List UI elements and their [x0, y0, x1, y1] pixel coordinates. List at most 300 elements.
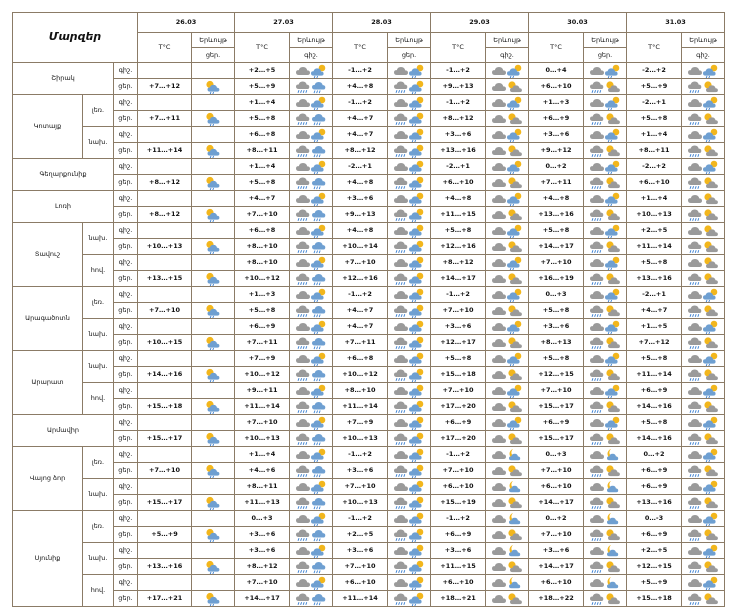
period-label: ցեր. — [114, 79, 138, 95]
period-label: ցեր. — [114, 463, 138, 479]
temperature-cell: -2…+1 — [333, 159, 388, 175]
weather-icon-cell — [682, 143, 725, 159]
weather-icon-cell — [682, 399, 725, 415]
temperature-cell: +8…+11 — [235, 479, 290, 495]
cloud-sun-icon — [507, 256, 523, 270]
cloud-icon — [491, 112, 507, 126]
table-row — [13, 303, 725, 319]
rain-icon — [589, 432, 605, 446]
weather-icon-cell — [584, 575, 627, 591]
temperature-cell: +3…+6 — [333, 543, 388, 559]
sun-cloud-icon — [605, 560, 621, 574]
region-name: Վայոց ձոր — [13, 447, 83, 511]
cloud-sun-icon — [507, 160, 523, 174]
weather-icon-cell — [584, 239, 627, 255]
cloud-sun-icon — [605, 384, 621, 398]
temperature-cell: +11…+15 — [431, 559, 486, 575]
cloud-icon — [491, 128, 507, 142]
rain-icon — [295, 528, 311, 542]
cloud-icon — [491, 448, 507, 462]
temperature-cell: +3…+6 — [235, 543, 290, 559]
cloud-icon — [491, 160, 507, 174]
weather-icon-cell — [388, 255, 431, 271]
cloud-icon — [295, 96, 311, 110]
rain-icon — [393, 272, 409, 286]
sun-cloud-icon — [605, 240, 621, 254]
temperature-cell: +13…+15 — [138, 271, 192, 287]
cloud-sun-icon — [703, 128, 719, 142]
weather-icon-cell — [388, 399, 431, 415]
cloud-icon — [687, 128, 703, 142]
weather-icon-cell — [192, 335, 235, 351]
rain-icon — [687, 368, 703, 382]
temperature-cell: 0…+3 — [529, 287, 584, 303]
cloud-icon — [491, 144, 507, 158]
sun-cloud-icon — [507, 208, 523, 222]
weather-icon-cell — [682, 367, 725, 383]
cloud-icon — [687, 160, 703, 174]
temperature-cell: +6…+9 — [627, 463, 682, 479]
temperature-cell — [138, 191, 192, 207]
weather-icon-cell — [584, 159, 627, 175]
period-label: գիշ. — [114, 223, 138, 239]
temperature-cell: +14…+17 — [529, 239, 584, 255]
cloud-icon — [491, 384, 507, 398]
sun-cloud-icon — [507, 464, 523, 478]
sun-cloud-icon — [605, 400, 621, 414]
cloud-icon — [295, 480, 311, 494]
weather-icon-cell — [584, 319, 627, 335]
weather-icon-cell — [486, 367, 529, 383]
temperature-cell: +12…+15 — [627, 559, 682, 575]
temperature-cell: +11…+15 — [431, 207, 486, 223]
weather-icon-cell — [192, 127, 235, 143]
weather-icon-cell — [584, 335, 627, 351]
date-header-2: 27.03 — [235, 13, 333, 33]
temperature-cell: +6…+9 — [627, 479, 682, 495]
region-subzone: լեռ. — [83, 95, 114, 127]
cloud-icon — [589, 512, 605, 526]
temperature-cell: +13…+16 — [431, 143, 486, 159]
temperature-cell — [138, 543, 192, 559]
sun-cloud-rain-icon — [205, 112, 221, 126]
cloud-sun-icon — [409, 112, 425, 126]
rain-cloud-icon — [311, 80, 327, 94]
weather-icon-cell — [192, 543, 235, 559]
sun-cloud-icon — [605, 80, 621, 94]
weather-icon-cell — [584, 111, 627, 127]
cloud-sun-icon — [605, 288, 621, 302]
region-name: Գեղարքունիք — [13, 159, 114, 191]
cloud-sun-icon — [409, 432, 425, 446]
weather-icon-cell — [486, 303, 529, 319]
temperature-cell: +2…+5 — [627, 223, 682, 239]
rain-icon — [687, 304, 703, 318]
temperature-cell — [138, 383, 192, 399]
cloud-icon — [491, 352, 507, 366]
weather-icon-cell — [290, 303, 333, 319]
temperature-cell: +6…+9 — [627, 527, 682, 543]
rain-cloud-icon — [311, 560, 327, 574]
rain-icon — [687, 240, 703, 254]
weather-icon-cell — [290, 271, 333, 287]
table-row — [13, 591, 725, 607]
date-header-5: 30.03 — [529, 13, 627, 33]
period-label: ցեր. — [114, 527, 138, 543]
weather-icon-cell — [192, 319, 235, 335]
region-subzone: նախ. — [83, 479, 114, 511]
temp-header: T°C — [235, 33, 290, 63]
cloud-icon — [491, 256, 507, 270]
cloud-icon — [393, 288, 409, 302]
cloud-sun-icon — [311, 192, 327, 206]
temperature-cell: +6…+10 — [627, 175, 682, 191]
weather-icon-cell — [192, 447, 235, 463]
cloud-sun-icon — [311, 224, 327, 238]
cloud-icon — [491, 496, 507, 510]
rain-icon — [687, 592, 703, 606]
temperature-cell: +7…+9 — [235, 351, 290, 367]
moon-cloud-icon — [507, 480, 523, 494]
rain-icon — [589, 368, 605, 382]
sun-cloud-icon — [703, 144, 719, 158]
period-label: ցեր. — [114, 175, 138, 191]
rain-cloud-icon — [311, 240, 327, 254]
table-row — [13, 191, 725, 207]
temperature-cell: +8…+12 — [138, 175, 192, 191]
cloud-sun-icon — [605, 416, 621, 430]
cloud-sun-icon — [409, 96, 425, 110]
table-row — [13, 63, 725, 79]
cloud-icon — [393, 224, 409, 238]
cloud-sun-icon — [311, 352, 327, 366]
temperature-cell: +1…+4 — [235, 447, 290, 463]
temperature-cell: +4…+7 — [333, 111, 388, 127]
cloud-icon — [589, 480, 605, 494]
day-header: ցեր. — [388, 48, 431, 63]
cloud-sun-icon — [409, 576, 425, 590]
region-subzone: նախ. — [83, 127, 114, 159]
temp-header: T°C — [529, 33, 584, 63]
weather-icon-cell — [192, 79, 235, 95]
temperature-cell — [138, 575, 192, 591]
weather-icon-cell — [486, 559, 529, 575]
temperature-cell: +10…+13 — [627, 207, 682, 223]
temperature-cell: +5…+9 — [627, 575, 682, 591]
temperature-cell: +6…+10 — [529, 479, 584, 495]
region-subzone: հով. — [83, 255, 114, 287]
rain-icon — [393, 112, 409, 126]
cloud-sun-icon — [409, 464, 425, 478]
region-name: Կոտայք — [13, 95, 83, 159]
period-label: ցեր. — [114, 367, 138, 383]
temperature-cell: +8…+12 — [333, 143, 388, 159]
temperature-cell: +10…+12 — [235, 271, 290, 287]
cloud-sun-icon — [703, 384, 719, 398]
moon-cloud-icon — [605, 512, 621, 526]
weather-icon-cell — [486, 511, 529, 527]
weather-icon-cell — [290, 431, 333, 447]
temperature-cell: +10…+12 — [333, 367, 388, 383]
table-row — [13, 431, 725, 447]
temperature-cell — [138, 351, 192, 367]
cloud-icon — [687, 224, 703, 238]
weather-icon-cell — [290, 207, 333, 223]
temperature-cell — [138, 127, 192, 143]
weather-icon-cell — [192, 575, 235, 591]
temperature-cell — [138, 95, 192, 111]
weather-icon-cell — [682, 447, 725, 463]
weather-icon-cell — [584, 511, 627, 527]
temperature-cell: +3…+6 — [431, 319, 486, 335]
phenomenon-header: Երևույթ — [682, 33, 725, 48]
weather-icon-cell — [192, 431, 235, 447]
period-label: ցեր. — [114, 399, 138, 415]
sun-cloud-icon — [507, 112, 523, 126]
temperature-cell: +15…+18 — [431, 367, 486, 383]
table-row — [13, 255, 725, 271]
phenomenon-header: Երևույթ — [584, 33, 627, 48]
temperature-cell: +9…+13 — [431, 79, 486, 95]
cloud-sun-icon — [409, 400, 425, 414]
temperature-cell: +5…+8 — [529, 303, 584, 319]
temperature-cell: +17…+21 — [138, 591, 192, 607]
cloud-sun-icon — [311, 256, 327, 270]
temperature-cell: +1…+3 — [235, 287, 290, 303]
weather-icon-cell — [584, 271, 627, 287]
period-label: ցեր. — [114, 239, 138, 255]
weather-icon-cell — [584, 95, 627, 111]
weather-icon-cell — [388, 191, 431, 207]
sun-cloud-rain-icon — [205, 240, 221, 254]
cloud-sun-icon — [703, 288, 719, 302]
temperature-cell: +12…+17 — [431, 335, 486, 351]
sun-cloud-rain-icon — [205, 304, 221, 318]
weather-icon-cell — [388, 591, 431, 607]
cloud-icon — [491, 464, 507, 478]
region-name: Սյունիք — [13, 511, 83, 607]
period-label: ցեր. — [114, 591, 138, 607]
table-row — [13, 79, 725, 95]
temperature-cell: +8…+12 — [431, 111, 486, 127]
weather-icon-cell — [192, 527, 235, 543]
weather-icon-cell — [486, 239, 529, 255]
weather-icon-cell — [388, 383, 431, 399]
temperature-cell: +4…+7 — [333, 303, 388, 319]
temperature-cell: +3…+6 — [529, 543, 584, 559]
temperature-cell: +4…+7 — [333, 319, 388, 335]
sun-cloud-icon — [507, 528, 523, 542]
cloud-icon — [687, 544, 703, 558]
table-row — [13, 127, 725, 143]
weather-icon-cell — [682, 271, 725, 287]
cloud-sun-icon — [311, 128, 327, 142]
temperature-cell: +15…+17 — [529, 431, 584, 447]
cloud-icon — [393, 576, 409, 590]
period-label: ցեր. — [114, 303, 138, 319]
weather-icon-cell — [682, 63, 725, 79]
cloud-sun-icon — [409, 336, 425, 350]
sun-cloud-icon — [605, 496, 621, 510]
cloud-icon — [589, 544, 605, 558]
cloud-sun-icon — [409, 288, 425, 302]
rain-cloud-icon — [311, 336, 327, 350]
temperature-cell: +11…+14 — [627, 239, 682, 255]
temperature-cell: +8…+10 — [235, 239, 290, 255]
cloud-sun-icon — [409, 208, 425, 222]
temperature-cell: +15…+19 — [431, 495, 486, 511]
temperature-cell: +7…+9 — [333, 415, 388, 431]
rain-icon — [589, 592, 605, 606]
weather-icon-cell — [192, 303, 235, 319]
region-subzone: նախ. — [83, 223, 114, 255]
weather-icon-cell — [290, 591, 333, 607]
rain-icon — [589, 336, 605, 350]
temperature-cell: +7…+10 — [431, 463, 486, 479]
rain-icon — [295, 112, 311, 126]
table-row — [13, 143, 725, 159]
moon-cloud-icon — [507, 512, 523, 526]
cloud-sun-icon — [409, 512, 425, 526]
weather-icon-cell — [584, 415, 627, 431]
rain-icon — [295, 400, 311, 414]
period-label: ցեր. — [114, 143, 138, 159]
sun-cloud-rain-icon — [205, 368, 221, 382]
region-name: Լոռի — [13, 191, 114, 223]
temperature-cell: 0…+3 — [529, 447, 584, 463]
rain-cloud-icon — [311, 496, 327, 510]
cloud-icon — [393, 448, 409, 462]
weather-icon-cell — [192, 495, 235, 511]
cloud-icon — [295, 512, 311, 526]
cloud-icon — [491, 192, 507, 206]
cloud-icon — [687, 512, 703, 526]
sun-cloud-icon — [703, 528, 719, 542]
sun-cloud-icon — [703, 464, 719, 478]
date-header-3: 28.03 — [333, 13, 431, 33]
cloud-icon — [687, 64, 703, 78]
temperature-cell — [138, 63, 192, 79]
cloud-icon — [393, 512, 409, 526]
temperature-cell: +5…+8 — [627, 415, 682, 431]
rain-icon — [393, 304, 409, 318]
cloud-sun-icon — [311, 448, 327, 462]
cloud-icon — [491, 80, 507, 94]
table-row — [13, 479, 725, 495]
period-label: ցեր. — [114, 207, 138, 223]
sun-cloud-icon — [605, 368, 621, 382]
weather-icon-cell — [192, 287, 235, 303]
cloud-sun-icon — [409, 592, 425, 606]
night-header: գիշ. — [486, 48, 529, 63]
temperature-cell: +8…+11 — [235, 143, 290, 159]
weather-icon-cell — [682, 559, 725, 575]
weather-icon-cell — [290, 191, 333, 207]
sun-cloud-icon — [703, 336, 719, 350]
cloud-icon — [491, 368, 507, 382]
cloud-sun-icon — [703, 64, 719, 78]
sun-cloud-rain-icon — [205, 432, 221, 446]
weather-icon-cell — [290, 511, 333, 527]
temperature-cell: +6…+10 — [529, 79, 584, 95]
cloud-sun-icon — [311, 160, 327, 174]
cloud-sun-icon — [605, 128, 621, 142]
weather-icon-cell — [486, 479, 529, 495]
cloud-sun-icon — [507, 128, 523, 142]
cloud-sun-icon — [311, 320, 327, 334]
cloud-icon — [393, 352, 409, 366]
temperature-cell: -1…+2 — [333, 447, 388, 463]
temperature-cell: +8…+10 — [333, 383, 388, 399]
weather-icon-cell — [388, 479, 431, 495]
cloud-icon — [687, 256, 703, 270]
cloud-sun-icon — [311, 576, 327, 590]
rain-icon — [295, 496, 311, 510]
cloud-sun-icon — [507, 288, 523, 302]
temperature-cell — [138, 447, 192, 463]
weather-icon-cell — [486, 79, 529, 95]
cloud-sun-icon — [409, 448, 425, 462]
cloud-icon — [393, 128, 409, 142]
weather-icon-cell — [192, 223, 235, 239]
cloud-icon — [491, 592, 507, 606]
weather-icon-cell — [682, 335, 725, 351]
weather-icon-cell — [584, 303, 627, 319]
sun-cloud-icon — [507, 496, 523, 510]
cloud-icon — [295, 448, 311, 462]
temperature-cell: 0…+2 — [627, 447, 682, 463]
cloud-icon — [491, 304, 507, 318]
weather-icon-cell — [290, 559, 333, 575]
temperature-cell: +9…+13 — [333, 207, 388, 223]
region-subzone: լեռ. — [83, 447, 114, 479]
weather-icon-cell — [584, 543, 627, 559]
temperature-cell: +6…+8 — [235, 223, 290, 239]
period-label: գիշ. — [114, 575, 138, 591]
cloud-icon — [589, 352, 605, 366]
rain-icon — [295, 368, 311, 382]
temperature-cell — [138, 479, 192, 495]
weather-icon-cell — [388, 303, 431, 319]
temperature-cell: +4…+8 — [333, 175, 388, 191]
temperature-cell: +7…+11 — [138, 111, 192, 127]
sun-cloud-icon — [507, 176, 523, 190]
sun-cloud-icon — [703, 80, 719, 94]
weather-icon-cell — [682, 175, 725, 191]
rain-icon — [393, 528, 409, 542]
temp-header: T°C — [431, 33, 486, 63]
weather-icon-cell — [388, 287, 431, 303]
temperature-cell: +7…+10 — [529, 527, 584, 543]
period-label: գիշ. — [114, 191, 138, 207]
cloud-sun-icon — [703, 320, 719, 334]
weather-icon-cell — [290, 111, 333, 127]
weather-icon-cell — [682, 223, 725, 239]
period-label: ցեր. — [114, 431, 138, 447]
period-label: գիշ. — [114, 127, 138, 143]
weather-icon-cell — [486, 383, 529, 399]
temperature-cell: +12…+15 — [529, 367, 584, 383]
regions-label: Մարզեր — [48, 30, 102, 43]
rain-icon — [393, 464, 409, 478]
temperature-cell: +10…+13 — [333, 495, 388, 511]
temperature-cell: +10…+15 — [138, 335, 192, 351]
cloud-icon — [589, 576, 605, 590]
weather-icon-cell — [486, 191, 529, 207]
weather-icon-cell — [290, 255, 333, 271]
cloud-icon — [295, 352, 311, 366]
weather-icon-cell — [584, 255, 627, 271]
